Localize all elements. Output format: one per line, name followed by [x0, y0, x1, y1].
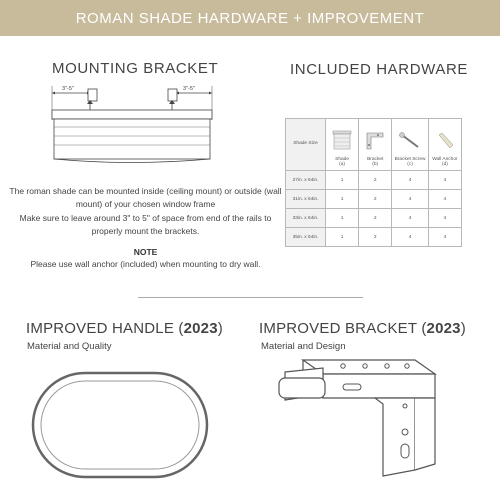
- hardware-row: [286, 228, 462, 247]
- shade-icon: [326, 127, 358, 155]
- handle-illustration: [30, 370, 210, 480]
- anchor-col-code: (d): [441, 162, 448, 167]
- size-cell: 27in. x 64in.: [286, 171, 326, 190]
- shade-col-code: (a): [339, 162, 346, 167]
- bracket-title-text: IMPROVED BRACKET (: [259, 320, 427, 337]
- bracket-left-shape: [88, 89, 97, 101]
- bracket-year: 2023: [426, 320, 461, 337]
- qty-cell: 4: [392, 171, 429, 190]
- qty-cell: 2: [359, 209, 392, 228]
- gap-label-left: 3"-5": [62, 86, 74, 92]
- qty-cell: 4: [392, 209, 429, 228]
- screw-col-name: Bracket Screw: [394, 157, 426, 162]
- anchor-header-cell: [428, 119, 461, 171]
- hardware-row: [286, 190, 462, 209]
- header-banner: [0, 0, 500, 36]
- qty-cell: 4: [428, 171, 461, 190]
- handle-title-text: IMPROVED HANDLE (: [26, 320, 184, 337]
- handle-subtitle: Material and Quality: [27, 341, 112, 352]
- size-cell: 31in. x 64in.: [286, 190, 326, 209]
- qty-cell: 4: [428, 228, 461, 247]
- mount-paragraph-2: Make sure to leave around 3" to 5" of space from end of the rails to properly mount the brackets.: [19, 213, 272, 236]
- qty-cell: 1: [326, 171, 359, 190]
- mounting-bracket-title: MOUNTING BRACKET: [52, 60, 219, 77]
- note-title: NOTE: [133, 247, 158, 257]
- bracket-illustration: [265, 352, 445, 480]
- hardware-row: [286, 171, 462, 190]
- qty-cell: 1: [326, 228, 359, 247]
- bracket-title-close: ): [460, 320, 466, 337]
- screw-col-code: (c): [407, 162, 413, 167]
- screw-header-cell: [392, 119, 429, 171]
- shade-col-name: Shade: [335, 157, 350, 162]
- bracket-subtitle: Material and Design: [261, 341, 346, 352]
- included-hardware-title: INCLUDED HARDWARE: [290, 61, 468, 78]
- section-divider: [138, 297, 363, 298]
- banner-title: ROMAN SHADE HARDWARE + IMPROVEMENT: [75, 9, 425, 27]
- size-cell: 35in. x 64in.: [286, 228, 326, 247]
- handle-year: 2023: [183, 320, 218, 337]
- qty-cell: 1: [326, 209, 359, 228]
- qty-cell: 4: [428, 190, 461, 209]
- improved-bracket-title: [259, 320, 466, 337]
- qty-cell: 2: [359, 190, 392, 209]
- hardware-row: [286, 209, 462, 228]
- note-text: Please use wall anchor (included) when mounting to dry wall.: [30, 259, 261, 269]
- qty-cell: 4: [428, 209, 461, 228]
- qty-cell: 2: [359, 171, 392, 190]
- bracket-col-name: Bracket: [367, 157, 384, 162]
- shade-body-shape: [54, 119, 210, 159]
- anchor-col-name: Wall Anchor: [432, 157, 458, 162]
- headrail-shape: [52, 110, 212, 119]
- handle-title-close: ): [217, 320, 223, 337]
- bracket-col-code: (b): [372, 162, 379, 167]
- bracket-right-shape: [168, 89, 177, 101]
- qty-cell: 2: [359, 228, 392, 247]
- hardware-table: [285, 118, 462, 247]
- bracket-header-cell: [359, 119, 392, 171]
- mounting-diagram: [40, 80, 225, 180]
- qty-cell: 4: [392, 228, 429, 247]
- improved-handle-title: [26, 320, 223, 337]
- qty-cell: 1: [326, 190, 359, 209]
- anchor-icon: [429, 127, 461, 155]
- screw-icon: [392, 127, 428, 155]
- hardware-header-row: [286, 119, 462, 171]
- qty-cell: 4: [392, 190, 429, 209]
- size-header-cell: Shade Size: [286, 119, 326, 171]
- size-cell: 33in. x 64in.: [286, 209, 326, 228]
- gap-label-right: 3"-5": [183, 86, 195, 92]
- shade-header-cell: [326, 119, 359, 171]
- mount-paragraph-1: The roman shade can be mounted inside (ceiling mount) or outside (wall mount) of your chosen window frame: [9, 186, 282, 209]
- bracket-icon: [359, 127, 391, 155]
